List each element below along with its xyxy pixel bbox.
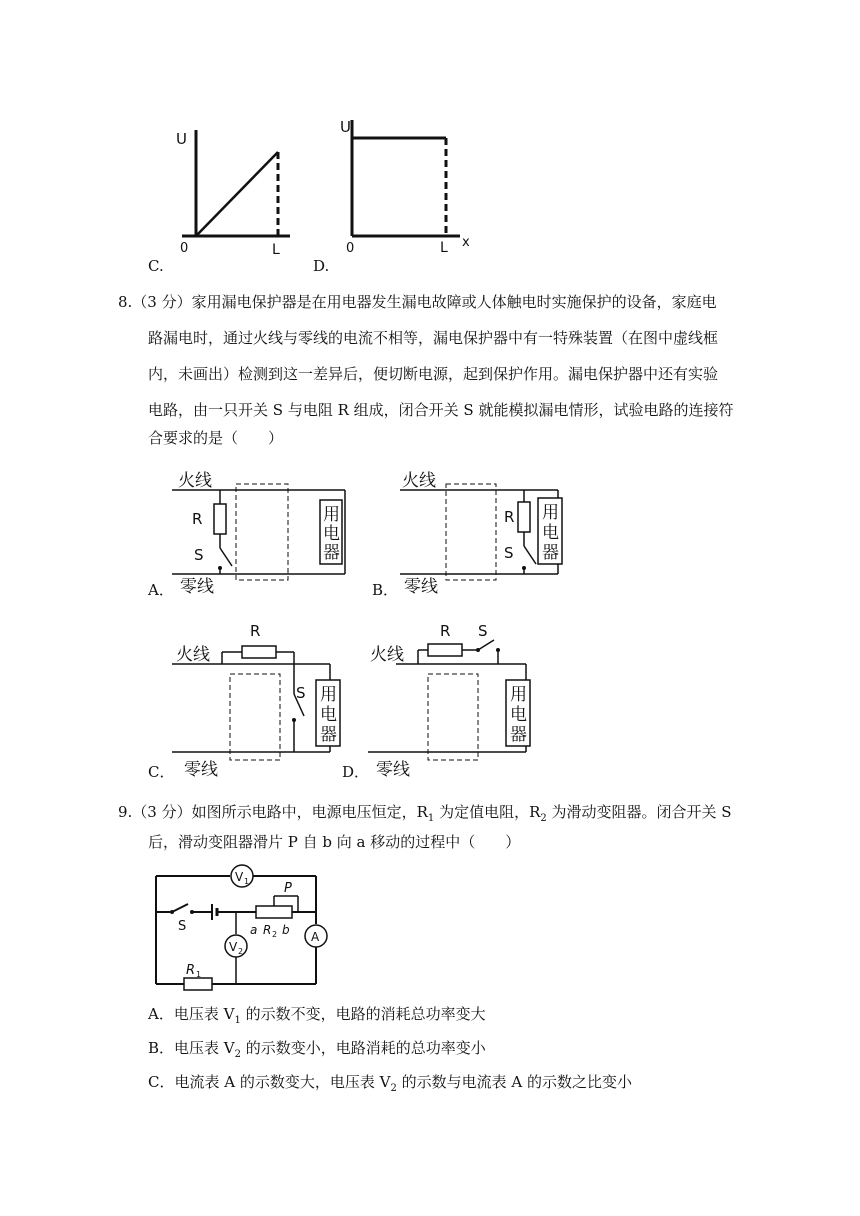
- q8-stem-line2: 路漏电时，通过火线与零线的电流不相等，漏电保护器中有一特殊装置（在图中虚线框: [148, 329, 719, 347]
- fire-wire-label: 火线: [178, 471, 212, 491]
- appliance-char-2: 电: [542, 523, 559, 543]
- zero-wire-label: 零线: [180, 577, 214, 597]
- q8-stem-line4: 电路，由一只开关 S 与电阻 R 组成，闭合开关 S 就能模拟漏电情形，试验电路的连接符: [148, 401, 734, 419]
- q8-stem-line1: 8.（3 分）家用漏电保护器是在用电器发生漏电故障或人体触电时实施保护的设备，家庭电: [118, 293, 717, 311]
- a-end-label: a: [250, 923, 258, 937]
- circuit-a: [170, 462, 360, 597]
- switch-label: S: [296, 684, 306, 702]
- fire-wire-label: 火线: [176, 645, 210, 665]
- resistor-label: R: [250, 622, 261, 640]
- appliance-char-2: 电: [323, 524, 340, 544]
- q9-stem-line1: 9.（3 分）如图所示电路中，电源电压恒定，$R_1$ 为定值电阻，$R_2$ 为滑动变阻器。闭合开关 S: [118, 803, 732, 824]
- r1-label: R: [186, 963, 196, 978]
- switch-label: S: [178, 919, 187, 934]
- graph-c-l-label: L: [272, 242, 280, 258]
- appliance-char-1: 用: [323, 505, 340, 525]
- appliance-char-2: 电: [320, 705, 337, 725]
- q8-option-d[interactable]: D．: [342, 763, 370, 781]
- circuit-d: [366, 620, 556, 760]
- circuit-b: [398, 462, 588, 597]
- q8-option-a[interactable]: A．: [148, 581, 174, 599]
- graph-d-u-label: U: [340, 118, 351, 136]
- q7-option-d[interactable]: D.: [313, 257, 330, 275]
- zero-wire-label: 零线: [184, 760, 218, 780]
- graph-c: [170, 118, 300, 258]
- q7-option-c[interactable]: C.: [148, 257, 164, 275]
- graph-d-origin: 0: [346, 241, 355, 256]
- appliance-char-1: 用: [542, 503, 559, 523]
- q9-stem-line2: 后，滑动变阻器滑片 P 自 b 向 a 移动的过程中（ ）: [148, 833, 521, 851]
- appliance-char-3: 器: [542, 543, 559, 563]
- resistor-label: R: [192, 510, 203, 528]
- fire-wire-label: 火线: [402, 471, 436, 491]
- appliance-char-3: 器: [323, 543, 340, 563]
- q8-option-c[interactable]: C．: [148, 763, 175, 781]
- graph-d-l-label: L: [440, 240, 448, 256]
- zero-wire-label: 零线: [404, 577, 438, 597]
- resistor-label: R: [440, 622, 451, 640]
- graph-d-x-label: x: [462, 235, 470, 250]
- q9-circuit: [150, 866, 330, 994]
- v2-label: V: [229, 940, 238, 954]
- appliance-char-2: 电: [510, 705, 527, 725]
- appliance-char-3: 器: [320, 725, 337, 745]
- v1-label: V: [235, 870, 244, 884]
- r2-label: R: [263, 923, 272, 937]
- fire-wire-label: 火线: [370, 645, 404, 665]
- ammeter-label: A: [311, 930, 320, 944]
- v1-sub: 1: [244, 877, 250, 886]
- switch-label: S: [194, 546, 204, 564]
- resistor-label: R: [504, 508, 515, 526]
- r2-sub: 2: [272, 930, 278, 939]
- q8-stem-line3: 内，未画出）检测到这一差异后，便切断电源，起到保护作用。漏电保护器中还有实验: [148, 365, 719, 383]
- zero-wire-label: 零线: [376, 760, 410, 780]
- r1-sub: 1: [196, 970, 202, 979]
- switch-label: S: [478, 622, 488, 640]
- q9-option-b[interactable]: B．电压表 $V_2$ 的示数变小，电路消耗的总功率变小: [148, 1039, 486, 1060]
- graph-c-origin: 0: [180, 241, 189, 256]
- graph-d: [338, 114, 478, 256]
- circuit-c: [170, 620, 350, 760]
- q8-option-b[interactable]: B．: [372, 581, 399, 599]
- q8-stem-line5: 合要求的是（ ）: [148, 429, 284, 447]
- q9-option-c[interactable]: C．电流表 A 的示数变大，电压表 $V_2$ 的示数与电流表 A 的示数之比变小: [148, 1073, 632, 1094]
- b-end-label: b: [282, 923, 290, 937]
- appliance-char-1: 用: [320, 685, 337, 705]
- graph-c-u-label: U: [176, 130, 187, 148]
- switch-label: S: [504, 544, 514, 562]
- v2-sub: 2: [238, 947, 244, 956]
- q9-option-a[interactable]: A．电压表 $V_1$ 的示数不变，电路的消耗总功率变大: [148, 1005, 486, 1026]
- slider-p-label: P: [284, 881, 292, 896]
- appliance-char-1: 用: [510, 685, 527, 705]
- appliance-char-3: 器: [510, 725, 527, 745]
